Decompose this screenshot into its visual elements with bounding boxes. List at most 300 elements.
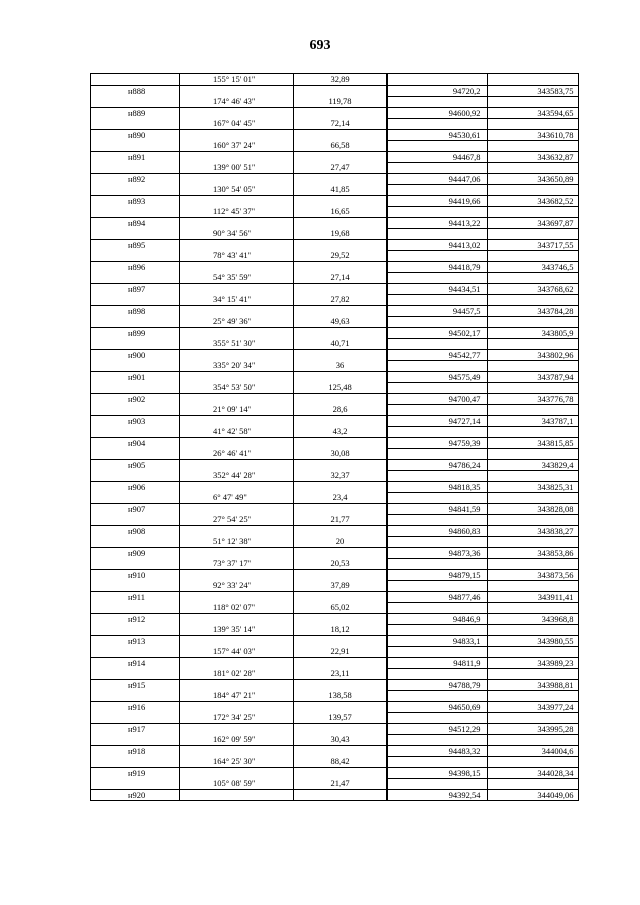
point-id-cell: н893 <box>91 195 180 206</box>
direction-angle-cell <box>180 789 294 801</box>
coordinate-y-cell <box>487 624 578 635</box>
coordinate-y-cell <box>487 140 578 151</box>
table-row-segment <box>91 404 579 415</box>
table-row-segment <box>91 558 579 569</box>
coordinate-y-cell <box>487 536 578 547</box>
point-id-cell <box>91 74 180 86</box>
point-id-cell <box>91 448 180 459</box>
direction-angle-cell: 27° 54' 25" <box>180 514 294 525</box>
table-row-point <box>91 129 579 140</box>
coordinate-y-cell <box>487 668 578 679</box>
table-row-point <box>91 217 579 228</box>
coordinate-y-cell: 343650,89 <box>487 173 578 184</box>
distance-cell: 32,89 <box>294 74 388 86</box>
coordinate-x-cell <box>387 426 487 437</box>
coordinate-x-cell: 94759,39 <box>387 437 487 448</box>
distance-cell: 138,58 <box>294 690 388 701</box>
coordinate-x-cell <box>387 536 487 547</box>
coordinate-y-cell: 343829,4 <box>487 459 578 470</box>
point-id-cell <box>91 514 180 525</box>
distance-cell: 23,11 <box>294 668 388 679</box>
table-row-point <box>91 195 579 206</box>
coordinate-y-cell <box>487 756 578 767</box>
point-id-cell: н920 <box>91 789 180 801</box>
coordinate-x-cell <box>387 690 487 701</box>
coordinate-x-cell: 94650,69 <box>387 701 487 712</box>
distance-cell <box>294 547 388 558</box>
point-id-cell: н905 <box>91 459 180 470</box>
direction-angle-cell: 118° 02' 07" <box>180 602 294 613</box>
coordinate-y-cell: 344028,34 <box>487 767 578 778</box>
coordinate-y-cell: 343746,5 <box>487 261 578 272</box>
point-id-cell <box>91 316 180 327</box>
coordinate-y-cell: 343787,1 <box>487 415 578 426</box>
point-id-cell: н919 <box>91 767 180 778</box>
distance-cell: 30,43 <box>294 734 388 745</box>
distance-cell <box>294 371 388 382</box>
table-row-point <box>91 635 579 646</box>
table-row-segment <box>91 294 579 305</box>
coordinate-y-cell: 343853,86 <box>487 547 578 558</box>
direction-angle-cell <box>180 591 294 602</box>
point-id-cell: н917 <box>91 723 180 734</box>
coordinate-x-cell: 94575,49 <box>387 371 487 382</box>
boundary-coordinates-table <box>90 73 579 801</box>
point-id-cell: н890 <box>91 129 180 140</box>
point-id-cell <box>91 492 180 503</box>
coordinate-y-cell <box>487 558 578 569</box>
coordinate-x-cell: 94418,79 <box>387 261 487 272</box>
distance-cell <box>294 635 388 646</box>
coordinate-x-cell: 94841,59 <box>387 503 487 514</box>
coordinate-y-cell: 343977,24 <box>487 701 578 712</box>
distance-cell <box>294 305 388 316</box>
point-id-cell: н913 <box>91 635 180 646</box>
direction-angle-cell: 184° 47' 21" <box>180 690 294 701</box>
point-id-cell <box>91 712 180 723</box>
point-id-cell <box>91 624 180 635</box>
coordinate-x-cell <box>387 206 487 217</box>
distance-cell <box>294 129 388 140</box>
table-row-point <box>91 767 579 778</box>
coordinate-y-cell: 343583,75 <box>487 85 578 96</box>
coordinate-x-cell: 94413,02 <box>387 239 487 250</box>
direction-angle-cell: 157° 44' 03" <box>180 646 294 657</box>
distance-cell: 88,42 <box>294 756 388 767</box>
point-id-cell <box>91 272 180 283</box>
coordinate-y-cell <box>487 448 578 459</box>
table-row-segment <box>91 514 579 525</box>
table-row-point <box>91 85 579 96</box>
direction-angle-cell: 174° 46' 43" <box>180 96 294 107</box>
distance-cell: 19,68 <box>294 228 388 239</box>
coordinate-y-cell <box>487 118 578 129</box>
table-row-segment <box>91 778 579 789</box>
point-id-cell: н914 <box>91 657 180 668</box>
distance-cell <box>294 415 388 426</box>
direction-angle-cell <box>180 151 294 162</box>
point-id-cell <box>91 778 180 789</box>
table-row-point <box>91 503 579 514</box>
table-row-point <box>91 547 579 558</box>
coordinate-y-cell <box>487 206 578 217</box>
point-id-cell <box>91 96 180 107</box>
table-row-segment <box>91 668 579 679</box>
coordinate-y-cell <box>487 492 578 503</box>
distance-cell <box>294 459 388 470</box>
coordinate-y-cell: 343988,81 <box>487 679 578 690</box>
point-id-cell <box>91 206 180 217</box>
table-row-point <box>91 789 579 801</box>
coordinate-x-cell: 94818,35 <box>387 481 487 492</box>
coordinate-y-cell: 343787,94 <box>487 371 578 382</box>
table-row-point <box>91 415 579 426</box>
coordinate-x-cell: 94434,51 <box>387 283 487 294</box>
direction-angle-cell <box>180 723 294 734</box>
coordinate-x-cell <box>387 228 487 239</box>
table-row-segment <box>91 448 579 459</box>
coordinate-x-cell: 94530,61 <box>387 129 487 140</box>
table-row-point <box>91 481 579 492</box>
table-row-segment <box>91 96 579 107</box>
point-id-cell: н898 <box>91 305 180 316</box>
distance-cell <box>294 679 388 690</box>
direction-angle-cell: 355° 51' 30" <box>180 338 294 349</box>
point-id-cell: н909 <box>91 547 180 558</box>
coordinate-y-cell: 343838,27 <box>487 525 578 536</box>
distance-cell <box>294 85 388 96</box>
point-id-cell <box>91 558 180 569</box>
coordinate-y-cell: 344004,6 <box>487 745 578 756</box>
point-id-cell <box>91 646 180 657</box>
distance-cell: 72,14 <box>294 118 388 129</box>
coordinate-y-cell: 343995,28 <box>487 723 578 734</box>
table-row-point <box>91 327 579 338</box>
coordinate-x-cell <box>387 140 487 151</box>
distance-cell <box>294 437 388 448</box>
direction-angle-cell: 92° 33' 24" <box>180 580 294 591</box>
distance-cell: 49,63 <box>294 316 388 327</box>
coordinate-x-cell <box>387 492 487 503</box>
coordinate-y-cell: 343594,65 <box>487 107 578 118</box>
coordinate-x-cell <box>387 360 487 371</box>
coordinate-y-cell: 343610,78 <box>487 129 578 140</box>
table-row-segment <box>91 272 579 283</box>
distance-cell: 139,57 <box>294 712 388 723</box>
point-id-cell: н907 <box>91 503 180 514</box>
coordinate-x-cell <box>387 272 487 283</box>
point-id-cell: н918 <box>91 745 180 756</box>
coordinate-y-cell: 343911,41 <box>487 591 578 602</box>
coordinate-x-cell <box>387 646 487 657</box>
direction-angle-cell <box>180 327 294 338</box>
direction-angle-cell <box>180 657 294 668</box>
coordinate-y-cell <box>487 228 578 239</box>
distance-cell <box>294 525 388 536</box>
distance-cell <box>294 195 388 206</box>
coordinate-x-cell: 94398,15 <box>387 767 487 778</box>
direction-angle-cell: 90° 34' 56" <box>180 228 294 239</box>
coordinate-y-cell <box>487 470 578 481</box>
coordinate-x-cell <box>387 756 487 767</box>
coordinate-x-cell: 94483,32 <box>387 745 487 756</box>
table-row-segment <box>91 712 579 723</box>
direction-angle-cell <box>180 107 294 118</box>
point-id-cell: н916 <box>91 701 180 712</box>
table-row-point <box>91 107 579 118</box>
coordinate-x-cell <box>387 470 487 481</box>
table-row-segment <box>91 184 579 195</box>
coordinate-y-cell: 343802,96 <box>487 349 578 360</box>
distance-cell: 43,2 <box>294 426 388 437</box>
direction-angle-cell: 352° 44' 28" <box>180 470 294 481</box>
point-id-cell <box>91 228 180 239</box>
table-row-point <box>91 657 579 668</box>
coordinate-y-cell <box>487 712 578 723</box>
coordinate-x-cell: 94846,9 <box>387 613 487 624</box>
direction-angle-cell <box>180 481 294 492</box>
coordinate-x-cell: 94457,5 <box>387 305 487 316</box>
table-row-segment <box>91 646 579 657</box>
coordinate-x-cell <box>387 404 487 415</box>
table-row-point <box>91 613 579 624</box>
coordinate-x-cell <box>387 514 487 525</box>
direction-angle-cell <box>180 129 294 140</box>
table-row-segment <box>91 536 579 547</box>
direction-angle-cell: 73° 37' 17" <box>180 558 294 569</box>
direction-angle-cell <box>180 283 294 294</box>
table-row-segment <box>91 624 579 635</box>
table-row-point <box>91 437 579 448</box>
coordinate-x-cell <box>387 712 487 723</box>
distance-cell: 27,14 <box>294 272 388 283</box>
distance-cell <box>294 723 388 734</box>
point-id-cell: н891 <box>91 151 180 162</box>
distance-cell: 20,53 <box>294 558 388 569</box>
coordinate-y-cell <box>487 294 578 305</box>
direction-angle-cell: 164° 25' 30" <box>180 756 294 767</box>
direction-angle-cell <box>180 745 294 756</box>
point-id-cell: н915 <box>91 679 180 690</box>
coordinate-y-cell <box>487 360 578 371</box>
coordinate-x-cell: 94392,54 <box>387 789 487 801</box>
coordinate-x-cell <box>387 624 487 635</box>
coordinate-y-cell <box>487 338 578 349</box>
coordinate-y-cell: 343989,23 <box>487 657 578 668</box>
direction-angle-cell <box>180 613 294 624</box>
point-id-cell: н910 <box>91 569 180 580</box>
direction-angle-cell <box>180 393 294 404</box>
point-id-cell <box>91 360 180 371</box>
distance-cell <box>294 745 388 756</box>
distance-cell: 125,48 <box>294 382 388 393</box>
distance-cell <box>294 701 388 712</box>
coordinate-x-cell <box>387 162 487 173</box>
coordinate-y-cell <box>487 250 578 261</box>
coordinate-x-cell: 94512,29 <box>387 723 487 734</box>
direction-angle-cell: 155° 15' 01" <box>180 74 294 86</box>
direction-angle-cell <box>180 85 294 96</box>
point-id-cell <box>91 404 180 415</box>
direction-angle-cell <box>180 569 294 580</box>
point-id-cell <box>91 382 180 393</box>
coordinate-y-cell: 343968,8 <box>487 613 578 624</box>
table-row-segment <box>91 492 579 503</box>
coordinate-x-cell: 94786,24 <box>387 459 487 470</box>
direction-angle-cell: 54° 35' 59" <box>180 272 294 283</box>
coordinate-x-cell <box>387 668 487 679</box>
direction-angle-cell: 105° 08' 59" <box>180 778 294 789</box>
distance-cell: 28,6 <box>294 404 388 415</box>
distance-cell: 66,58 <box>294 140 388 151</box>
distance-cell: 18,12 <box>294 624 388 635</box>
direction-angle-cell <box>180 349 294 360</box>
point-id-cell: н902 <box>91 393 180 404</box>
distance-cell: 21,47 <box>294 778 388 789</box>
table-row-point <box>91 679 579 690</box>
table-row-segment <box>91 734 579 745</box>
coordinate-y-cell: 343697,87 <box>487 217 578 228</box>
direction-angle-cell <box>180 459 294 470</box>
distance-cell <box>294 657 388 668</box>
distance-cell <box>294 503 388 514</box>
direction-angle-cell: 78° 43' 41" <box>180 250 294 261</box>
coordinate-x-cell <box>387 558 487 569</box>
distance-cell: 36 <box>294 360 388 371</box>
direction-angle-cell <box>180 415 294 426</box>
table-row-segment <box>91 602 579 613</box>
distance-cell: 119,78 <box>294 96 388 107</box>
coordinate-x-cell <box>387 602 487 613</box>
point-id-cell: н895 <box>91 239 180 250</box>
distance-cell <box>294 393 388 404</box>
table-row-point <box>91 569 579 580</box>
coordinate-x-cell: 94720,2 <box>387 85 487 96</box>
coordinate-y-cell <box>487 734 578 745</box>
coordinate-x-cell: 94788,79 <box>387 679 487 690</box>
coordinate-y-cell: 343776,78 <box>487 393 578 404</box>
table-row-point <box>91 701 579 712</box>
coordinate-y-cell <box>487 404 578 415</box>
distance-cell <box>294 261 388 272</box>
distance-cell: 21,77 <box>294 514 388 525</box>
point-id-cell: н888 <box>91 85 180 96</box>
point-id-cell <box>91 734 180 745</box>
coordinate-y-cell <box>487 426 578 437</box>
distance-cell: 41,85 <box>294 184 388 195</box>
table-row-point <box>91 745 579 756</box>
table-row-point <box>91 173 579 184</box>
point-id-cell <box>91 668 180 679</box>
point-id-cell: н892 <box>91 173 180 184</box>
table-row-point <box>91 723 579 734</box>
point-id-cell: н889 <box>91 107 180 118</box>
direction-angle-cell: 354° 53' 50" <box>180 382 294 393</box>
coordinate-x-cell <box>387 96 487 107</box>
coordinate-x-cell: 94873,36 <box>387 547 487 558</box>
point-id-cell: н908 <box>91 525 180 536</box>
coordinate-x-cell: 94700,47 <box>387 393 487 404</box>
distance-cell: 20 <box>294 536 388 547</box>
coordinate-x-cell: 94542,77 <box>387 349 487 360</box>
coordinate-y-cell: 343980,55 <box>487 635 578 646</box>
point-id-cell <box>91 690 180 701</box>
coordinate-y-cell <box>487 580 578 591</box>
table-row-segment <box>91 250 579 261</box>
coordinate-y-cell <box>487 514 578 525</box>
direction-angle-cell <box>180 437 294 448</box>
coordinate-x-cell: 94877,46 <box>387 591 487 602</box>
distance-cell <box>294 569 388 580</box>
coordinate-y-cell: 343632,87 <box>487 151 578 162</box>
coordinate-y-cell: 343828,08 <box>487 503 578 514</box>
distance-cell: 27,82 <box>294 294 388 305</box>
direction-angle-cell <box>180 767 294 778</box>
distance-cell <box>294 613 388 624</box>
distance-cell <box>294 591 388 602</box>
table-row-point <box>91 151 579 162</box>
table-row-point <box>91 459 579 470</box>
coordinate-y-cell: 343768,62 <box>487 283 578 294</box>
point-id-cell <box>91 580 180 591</box>
distance-cell <box>294 173 388 184</box>
direction-angle-cell <box>180 679 294 690</box>
coordinate-x-cell: 94413,22 <box>387 217 487 228</box>
distance-cell: 32,37 <box>294 470 388 481</box>
direction-angle-cell: 160° 37' 24" <box>180 140 294 151</box>
direction-angle-cell <box>180 525 294 536</box>
distance-cell <box>294 789 388 801</box>
coordinate-x-cell <box>387 250 487 261</box>
distance-cell: 30,08 <box>294 448 388 459</box>
point-id-cell <box>91 536 180 547</box>
coordinate-y-cell <box>487 74 578 86</box>
direction-angle-cell: 335° 20' 34" <box>180 360 294 371</box>
coordinate-y-cell <box>487 272 578 283</box>
table-row-segment <box>91 690 579 701</box>
distance-cell: 16,65 <box>294 206 388 217</box>
point-id-cell: н894 <box>91 217 180 228</box>
distance-cell: 23,4 <box>294 492 388 503</box>
coordinate-x-cell <box>387 382 487 393</box>
direction-angle-cell: 26° 46' 41" <box>180 448 294 459</box>
coordinate-y-cell <box>487 316 578 327</box>
point-id-cell: н904 <box>91 437 180 448</box>
point-id-cell <box>91 294 180 305</box>
direction-angle-cell <box>180 701 294 712</box>
point-id-cell: н911 <box>91 591 180 602</box>
distance-cell: 40,71 <box>294 338 388 349</box>
distance-cell <box>294 283 388 294</box>
point-id-cell <box>91 338 180 349</box>
point-id-cell <box>91 470 180 481</box>
coordinate-y-cell: 343825,31 <box>487 481 578 492</box>
page-number: 693 <box>309 38 331 53</box>
direction-angle-cell: 6° 47' 49" <box>180 492 294 503</box>
coordinate-x-cell: 94833,1 <box>387 635 487 646</box>
point-id-cell: н899 <box>91 327 180 338</box>
table-row-segment <box>91 470 579 481</box>
coordinate-y-cell <box>487 690 578 701</box>
point-id-cell: н897 <box>91 283 180 294</box>
point-id-cell: н912 <box>91 613 180 624</box>
direction-angle-cell: 139° 00' 51" <box>180 162 294 173</box>
coordinate-x-cell: 94600,92 <box>387 107 487 118</box>
coordinate-x-cell <box>387 118 487 129</box>
coordinate-y-cell <box>487 602 578 613</box>
direction-angle-cell <box>180 371 294 382</box>
table-row-segment <box>91 140 579 151</box>
